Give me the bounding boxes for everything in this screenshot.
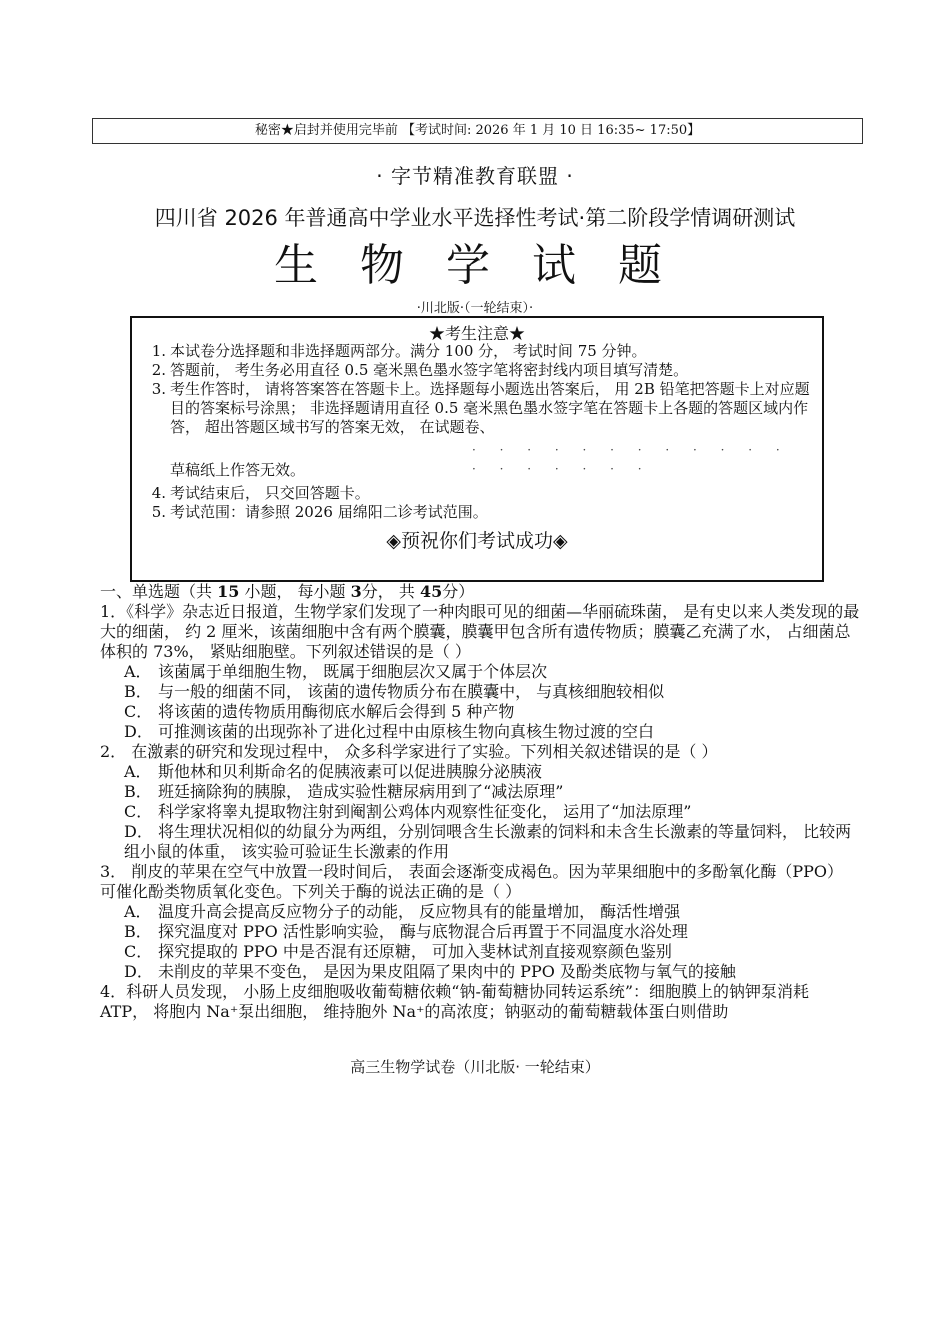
option-c: C． 将该菌的遗传物质用酶彻底水解后会得到 5 种产物	[124, 702, 515, 721]
question-3	[100, 862, 860, 982]
option-d: D． 可推测该菌的出现弥补了进化过程中由原核生物向真核生物过渡的空白	[124, 722, 655, 741]
notice-item: 2. 答题前， 考生务必用直径 0.5 毫米黑色墨水签字笔将密封线内项目填写清楚。	[151, 361, 689, 379]
option-a: A． 斯他林和贝利斯命名的促胰液素可以促进胰腺分泌胰液	[124, 762, 543, 781]
option-b: B． 与一般的细菌不同， 该菌的遗传物质分布在膜囊中， 与真核细胞较相似	[124, 682, 665, 701]
question-stem: 3． 削皮的苹果在空气中放置一段时间后， 表面会逐渐变成褐色。因为苹果细胞中的多酚氧化酶（PPO） 可催化酚类物质氧化变色。下列关于酶的说法正确的是（ ）	[100, 862, 844, 901]
question-section	[100, 582, 860, 1022]
option-b: B． 班廷摘除狗的胰腺， 造成实验性糖尿病用到了“减法原理”	[124, 782, 564, 801]
section-heading: 一、单选题（共 15 小题， 每小题 3分， 共 45分）	[100, 582, 475, 601]
page-footer: 高三生物学试卷（川北版· 一轮结束）	[350, 1058, 600, 1076]
question-stem: 1．《科学》杂志近日报道，生物学家们发现了一种肉眼可见的细菌—华丽硫珠菌， 是有史以来人类发现的最大的细菌， 约 2 厘米，该菌细胞中含有两个膜囊，膜囊甲包含所有遗传物质；膜囊乙充满了水， 占细菌总体积的 73%， 紧贴细胞壁。下列叙述错误的是（ ）	[100, 602, 860, 661]
notice-title: ★考生注意★	[428, 324, 525, 343]
alliance-name: · 字节精准教育联盟 ·	[376, 164, 574, 188]
notice-item: 3. 考生作答时， 请将答案答在答题卡上。选择题每小题选出答案后， 用 2B 铅笔把答题卡上对应题目的答案标号涂黑； 非选择题请用直径 0.5 毫米黑色墨水签字笔在答题卡上各题的答题区域内作答， 超出答题区域书写的答案无效， 在试题卷、	[151, 380, 810, 436]
question-1	[100, 602, 860, 742]
good-luck-message: ◈预祝你们考试成功◈	[386, 530, 568, 552]
edition-label: ·川北版·（一轮结束）·	[416, 301, 534, 316]
notice-list	[142, 342, 810, 522]
question-2	[100, 742, 860, 862]
option-d: D． 未削皮的苹果不变色， 是因为果皮阻隔了果肉中的 PPO 及酚类底物与氧气的接触	[124, 962, 736, 981]
notice-item: 4. 考试结束后， 只交回答题卡。	[151, 484, 370, 502]
notice-item: 草稿纸上作答无效。	[170, 461, 306, 479]
option-c: C． 探究提取的 PPO 中是否混有还原糖， 可加入斐林试剂直接观察颜色鉴别	[124, 942, 672, 961]
exam-title: 四川省 2026 年普通高中学业水平选择性考试·第二阶段学情调研测试	[154, 206, 796, 230]
question-stem: 2． 在激素的研究和发现过程中， 众多科学家进行了实验。下列相关叙述错误的是（ ）	[100, 742, 718, 761]
option-c: C． 科学家将睾丸提取物注射到阉割公鸡体内观察性征变化， 运用了“加法原理”	[124, 802, 692, 821]
notice-item: 1. 本试卷分选择题和非选择题两部分。满分 100 分， 考试时间 75 分钟。	[151, 342, 647, 360]
confidential-header-box: 秘密★启封并使用完毕前 【考试时间: 2026 年 1 月 10 日 16:35~ 17:50】	[92, 118, 863, 144]
question-stem: 4．科研人员发现， 小肠上皮细胞吸收葡萄糖依赖“钠-葡萄糖协同转运系统”：细胞膜上的钠钾泵消耗 ATP， 将胞内 Na⁺泵出细胞， 维持胞外 Na⁺的高浓度；钠驱动的葡萄糖载体蛋白则借助	[100, 982, 810, 1021]
emphasis-dots: · · · · · · · · · · · · · · · · · · ·	[472, 443, 790, 476]
candidate-notice-box	[130, 316, 824, 582]
option-a: A． 该菌属于单细胞生物， 既属于细胞层次又属于个体层次	[124, 662, 548, 681]
subject-title: 生 物 学 试 题	[274, 240, 676, 291]
option-d: D． 将生理状况相似的幼鼠分为两组，分别饲喂含生长激素的饲料和未含生长激素的等量饲料， 比较两组小鼠的体重， 该实验可验证生长激素的作用	[124, 822, 852, 861]
notice-item: 5. 考试范围：请参照 2026 届绵阳二诊考试范围。	[151, 503, 488, 521]
question-4	[100, 982, 860, 1022]
option-b: B． 探究温度对 PPO 活性影响实验， 酶与底物混合后再置于不同温度水浴处理	[124, 922, 688, 941]
option-a: A． 温度升高会提高反应物分子的动能， 反应物具有的能量增加， 酶活性增强	[124, 902, 681, 921]
